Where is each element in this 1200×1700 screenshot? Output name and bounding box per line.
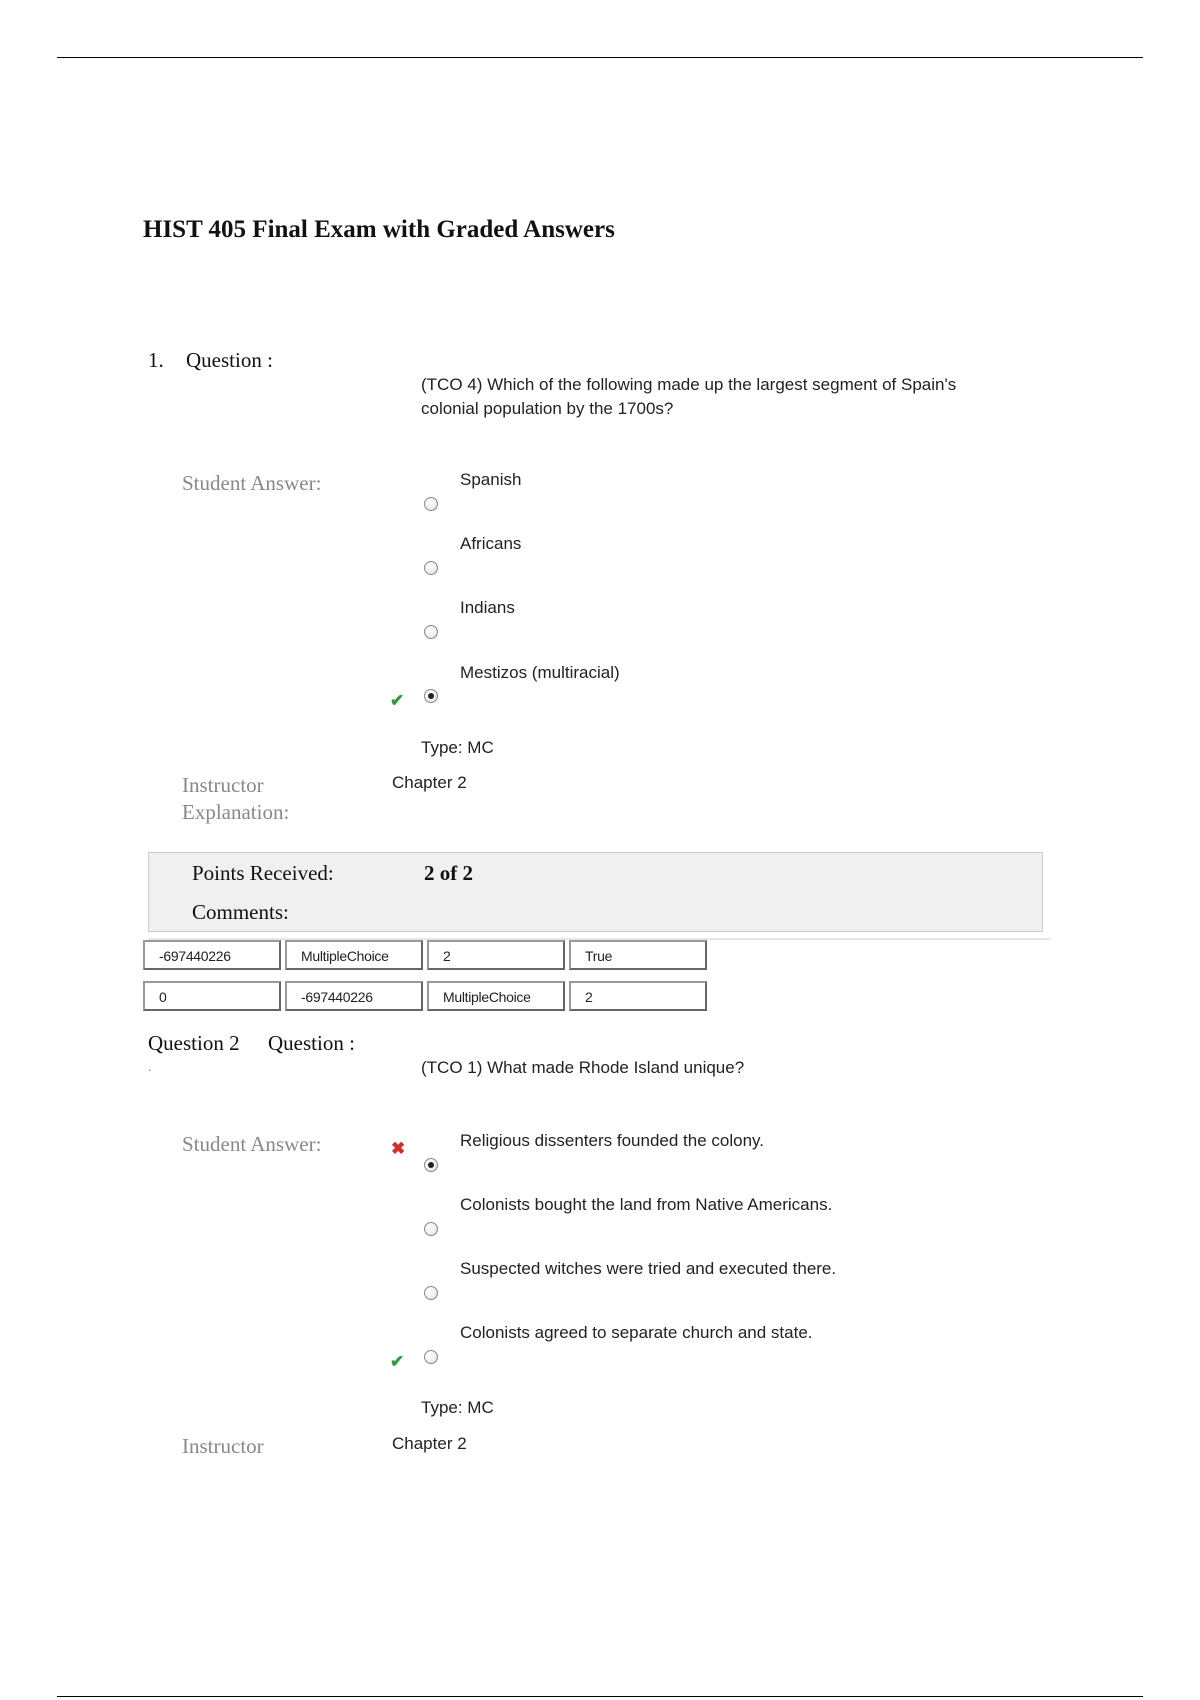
checkmark-icon: ✔ [390,691,405,710]
top-rule [57,57,1143,58]
q2-option-3-radio[interactable] [424,1286,438,1300]
bottom-rule [57,1696,1143,1697]
q1-option-3-radio[interactable] [424,625,438,639]
q2-option-4-label: Colonists agreed to separate church and state. [460,1323,813,1342]
checkmark-icon: ✔ [390,1352,405,1371]
page-title: HIST 405 Final Exam with Graded Answers [143,216,615,243]
grid-cell: -697440226 [143,940,281,970]
q2-option-1-label: Religious dissenters founded the colony. [460,1131,764,1150]
q1-explanation: Chapter 2 [392,773,467,792]
instructor-label-line1: Instructor [182,773,264,797]
q1-type-line: Type: MC [421,738,494,757]
x-mark-icon: ✖ [391,1139,406,1158]
q1-option-3-label: Indians [460,598,515,617]
grid-cell: 2 [427,940,565,970]
q1-option-1-label: Spanish [460,470,522,489]
points-value: 2 of 2 [424,861,473,885]
instructor-explanation-label-1 [182,772,289,826]
question-2-dot: . [148,1060,152,1074]
points-received-label: Points Received: [192,861,334,885]
grid-cell: 0 [143,981,281,1011]
instructor-label-2: Instructor [182,1434,264,1458]
grid-cell: -697440226 [285,981,423,1011]
question-1-text [421,373,1061,421]
grid-cell: MultipleChoice [285,940,423,970]
student-answer-label-1: Student Answer: [182,471,322,495]
question-2-text: (TCO 1) What made Rhode Island unique? [421,1058,745,1077]
q2-type-line: Type: MC [421,1398,494,1417]
q2-option-2-label: Colonists bought the land from Native Americans. [460,1195,833,1214]
q2-option-1-radio[interactable] [424,1158,438,1172]
student-answer-label-2: Student Answer: [182,1132,322,1156]
q2-option-4-radio[interactable] [424,1350,438,1364]
grid-cell: True [569,940,707,970]
q2-option-2-radio[interactable] [424,1222,438,1236]
question-2-heading: Question : [268,1031,355,1055]
question-1-text-line2: colonial population by the 1700s? [421,399,674,418]
question-1-heading: Question : [186,348,273,372]
question-1-number: 1. [148,348,164,372]
q1-option-4-radio[interactable] [424,689,438,703]
points-panel [148,852,1043,932]
q1-option-1-radio[interactable] [424,497,438,511]
q1-option-2-label: Africans [460,534,522,553]
q2-option-3-label: Suspected witches were tried and executed there. [460,1259,837,1278]
grid-cell: MultipleChoice [427,981,565,1011]
q1-option-2-radio[interactable] [424,561,438,575]
q2-explanation: Chapter 2 [392,1434,467,1453]
comments-label: Comments: [192,900,289,924]
question-2-number: Question 2 [148,1031,240,1055]
question-1-text-line1: (TCO 4) Which of the following made up the largest segment of Spain's [421,375,957,394]
grid-cell: 2 [569,981,707,1011]
q1-option-4-label: Mestizos (multiracial) [460,663,620,682]
instructor-label-line2: Explanation: [182,800,290,824]
